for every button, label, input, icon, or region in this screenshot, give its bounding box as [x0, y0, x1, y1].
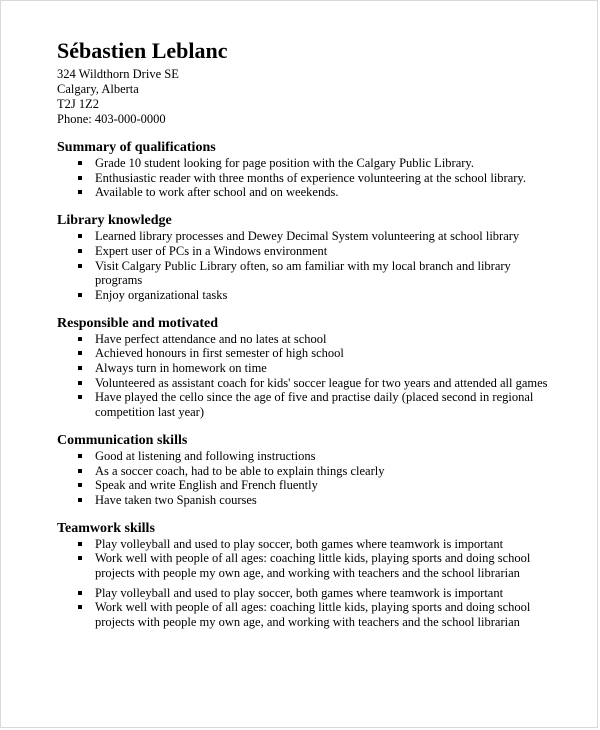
bullet-icon: [78, 264, 82, 268]
section-title: Teamwork skills: [57, 520, 155, 536]
address-city: Calgary, Alberta: [57, 82, 139, 96]
section-responsible: [57, 315, 557, 420]
list-item: Have taken two Spanish courses: [57, 493, 557, 508]
bullet-icon: [78, 366, 82, 370]
bullet-list: [57, 332, 557, 420]
phone-number: Phone: 403-000-0000: [57, 112, 166, 126]
bullet-icon: [78, 234, 82, 238]
bullet-icon: [78, 381, 82, 385]
list-item: Grade 10 student looking for page position with the Calgary Public Library.: [57, 156, 557, 171]
list-item: Learned library processes and Dewey Decimal System volunteering at school library: [57, 229, 557, 244]
bullet-icon: [78, 483, 82, 487]
list-item: As a soccer coach, had to be able to explain things clearly: [57, 464, 557, 479]
bullet-icon: [78, 161, 82, 165]
contact-info: [57, 67, 557, 127]
bullet-icon: [78, 190, 82, 194]
bullet-icon: [78, 351, 82, 355]
section-title: Summary of qualifications: [57, 140, 216, 155]
bullet-list: [57, 537, 557, 581]
list-item: Always turn in homework on time: [57, 361, 557, 376]
list-item: Good at listening and following instructions: [57, 449, 557, 464]
bullet-icon: [78, 249, 82, 253]
bullet-icon: [78, 605, 82, 609]
bullet-icon: [78, 498, 82, 502]
resume-content: [57, 38, 557, 630]
address-street: 324 Wildthorn Drive SE: [57, 67, 179, 81]
list-item: Have played the cello since the age of five and practise daily (placed second in regional competition last year): [57, 390, 557, 419]
list-item: Enjoy organizational tasks: [57, 288, 557, 303]
list-item: Enthusiastic reader with three months of experience volunteering at the school library.: [57, 171, 557, 186]
list-item: Have perfect attendance and no lates at school: [57, 332, 557, 347]
section-title: Library knowledge: [57, 213, 172, 229]
list-item: Achieved honours in first semester of high school: [57, 346, 557, 361]
postal-code: T2J 1Z2: [57, 97, 100, 111]
list-item: Play volleyball and used to play soccer, both games where teamwork is important: [57, 537, 557, 552]
bullet-icon: [78, 395, 82, 399]
section-communication: [57, 432, 557, 508]
applicant-name: Sébastien Leblanc: [57, 38, 228, 63]
list-item: Available to work after school and on weekends.: [57, 185, 557, 200]
bullet-list: [57, 229, 557, 303]
list-item: Visit Calgary Public Library often, so am familiar with my local branch and library programs: [57, 259, 557, 288]
section-title: Communication skills: [57, 432, 188, 448]
section-library-knowledge: [57, 212, 557, 303]
bullet-list: [57, 449, 557, 508]
list-item: Work well with people of all ages: coaching little kids, playing sports and doing school projects with people my own age, and working with teachers and the school librarian: [57, 551, 557, 580]
bullet-icon: [78, 337, 82, 341]
section-summary: [57, 139, 557, 200]
bullet-icon: [78, 293, 82, 297]
bullet-icon: [78, 469, 82, 473]
bullet-icon: [78, 176, 82, 180]
bullet-icon: [78, 542, 82, 546]
bullet-list-repeat: [57, 586, 557, 630]
bullet-icon: [78, 556, 82, 560]
list-item: Volunteered as assistant coach for kids' soccer league for two years and attended all games: [57, 376, 557, 391]
bullet-icon: [78, 454, 82, 458]
list-item: Speak and write English and French fluently: [57, 478, 557, 493]
section-teamwork: [57, 520, 557, 630]
bullet-list: [57, 156, 557, 200]
section-title: Responsible and motivated: [57, 315, 219, 331]
list-item: Play volleyball and used to play soccer, both games where teamwork is important: [57, 586, 557, 601]
bullet-icon: [78, 591, 82, 595]
list-item: Work well with people of all ages: coaching little kids, playing sports and doing school projects with people my own age, and working with teachers and the school librarian: [57, 600, 557, 629]
list-item: Expert user of PCs in a Windows environment: [57, 244, 557, 259]
